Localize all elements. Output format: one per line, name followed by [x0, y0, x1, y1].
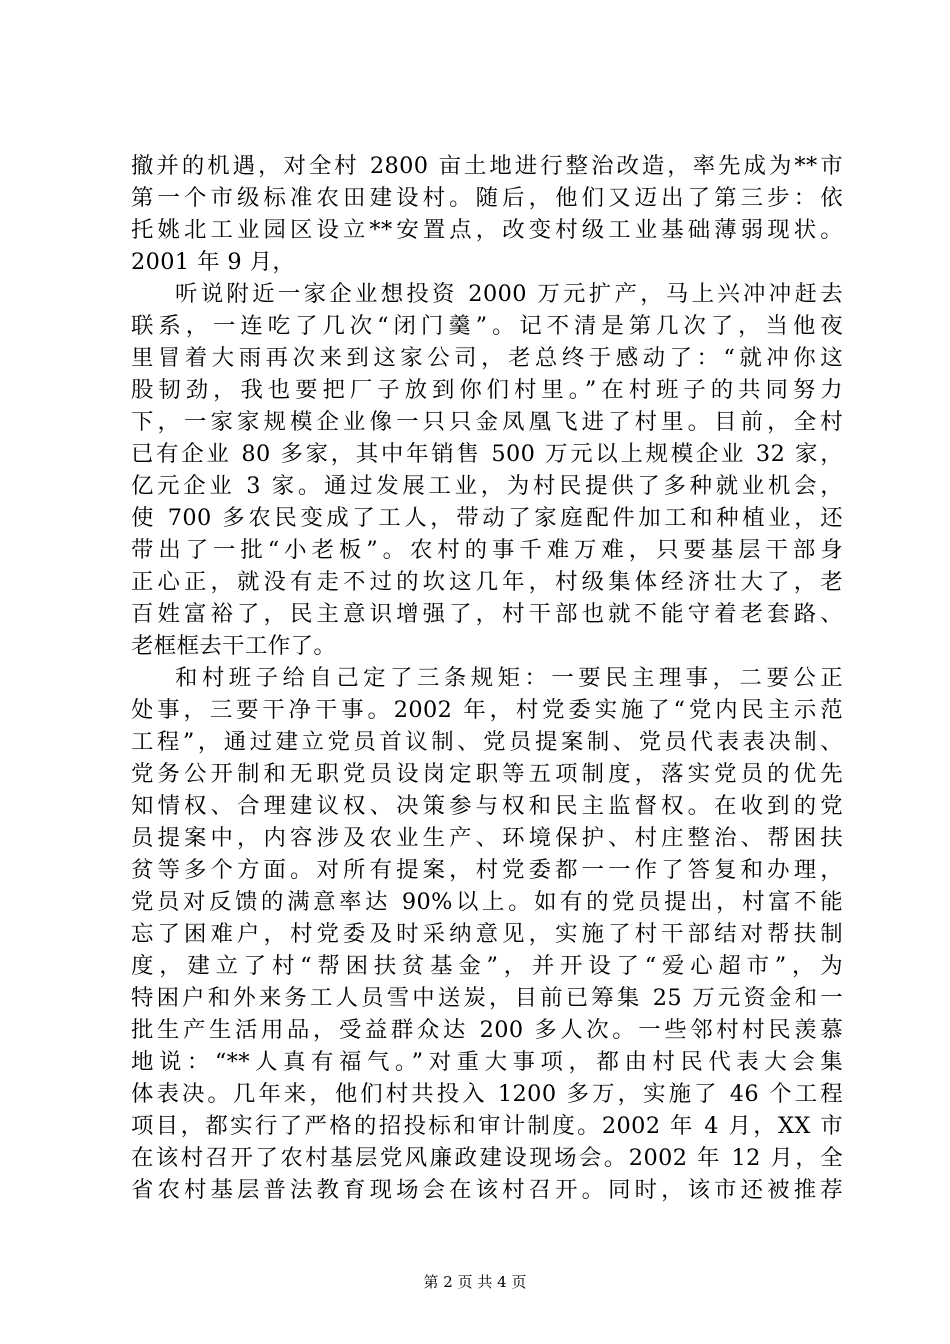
text-line: 使 700 多农民变成了工人，带动了家庭配件加工和种植业，还: [131, 505, 843, 531]
text-line: 听说附近一家企业想投资 2000 万元扩产，马上兴冲冲赶去: [175, 281, 843, 307]
text-line: 批生产生活用品，受益群众达 200 多人次。一些邻村村民羡慕: [131, 1017, 843, 1043]
text-line: 带出了一批“小老板”。农村的事千难万难，只要基层干部身: [131, 537, 843, 563]
page-number: 第 2 页 共 4 页: [423, 1273, 527, 1291]
text-line: 托姚北工业园区设立**安置点，改变村级工业基础薄弱现状。: [131, 217, 843, 243]
text-line: 处事，三要干净干事。2002 年，村党委实施了“党内民主示范: [131, 697, 843, 723]
text-line: 员提案中，内容涉及农业生产、环境保护、村庄整治、帮困扶: [131, 825, 843, 851]
text-line: 正心正，就没有走不过的坎这几年，村级集体经济壮大了，老: [131, 569, 843, 595]
body-text: [131, 150, 843, 1206]
text-line: 省农村基层普法教育现场会在该村召开。同时，该市还被推荐: [131, 1177, 843, 1203]
text-line: 地说：“**人真有福气。”对重大事项，都由村民代表大会集: [131, 1049, 843, 1075]
text-line: 项目，都实行了严格的招投标和审计制度。2002 年 4 月，XX 市: [131, 1113, 843, 1139]
text-line: 联系，一连吃了几次“闭门羹”。记不清是第几次了，当他夜: [131, 313, 843, 339]
text-line: 忘了困难户，村党委及时采纳意见，实施了村干部结对帮扶制: [131, 921, 843, 947]
text-line: 贫等多个方面。对所有提案，村党委都一一作了答复和办理，: [131, 857, 843, 883]
text-line: 特困户和外来务工人员雪中送炭，目前已筹集 25 万元资金和一: [131, 985, 843, 1011]
text-line: 在该村召开了农村基层党风廉政建设现场会。2002 年 12 月，全: [131, 1145, 843, 1171]
page-footer: [0, 1272, 950, 1292]
text-line: 亿元企业 3 家。通过发展工业，为村民提供了多种就业机会，: [131, 473, 843, 499]
text-line: 工程”，通过建立党员首议制、党员提案制、党员代表表决制、: [131, 729, 843, 755]
text-line: 已有企业 80 多家，其中年销售 500 万元以上规模企业 32 家，: [131, 441, 843, 467]
text-line: 股韧劲，我也要把厂子放到你们村里。”在村班子的共同努力: [131, 377, 843, 403]
text-line: 知情权、合理建议权、决策参与权和民主监督权。在收到的党: [131, 793, 843, 819]
text-line: 里冒着大雨再次来到这家公司，老总终于感动了：“就冲你这: [131, 345, 843, 371]
text-line: 撤并的机遇，对全村 2800 亩土地进行整治改造，率先成为**市: [131, 153, 843, 179]
text-line: 和村班子给自己定了三条规矩：一要民主理事，二要公正: [175, 665, 843, 691]
text-line: 2001 年 9 月，: [131, 249, 296, 275]
text-line: 百姓富裕了，民主意识增强了，村干部也就不能守着老套路、: [131, 601, 843, 627]
text-line: 体表决。几年来，他们村共投入 1200 多万，实施了 46 个工程: [131, 1081, 843, 1107]
text-line: 度，建立了村“帮困扶贫基金”，并开设了“爱心超市”，为: [131, 953, 843, 979]
text-line: 老框框去干工作了。: [131, 633, 337, 659]
text-line: 第一个市级标准农田建设村。随后，他们又迈出了第三步：依: [131, 185, 843, 211]
text-line: 党员对反馈的满意率达 90%以上。如有的党员提出，村富不能: [131, 889, 843, 915]
text-line: 下，一家家规模企业像一只只金凤凰飞进了村里。目前，全村: [131, 409, 843, 435]
text-line: 党务公开制和无职党员设岗定职等五项制度，落实党员的优先: [131, 761, 843, 787]
